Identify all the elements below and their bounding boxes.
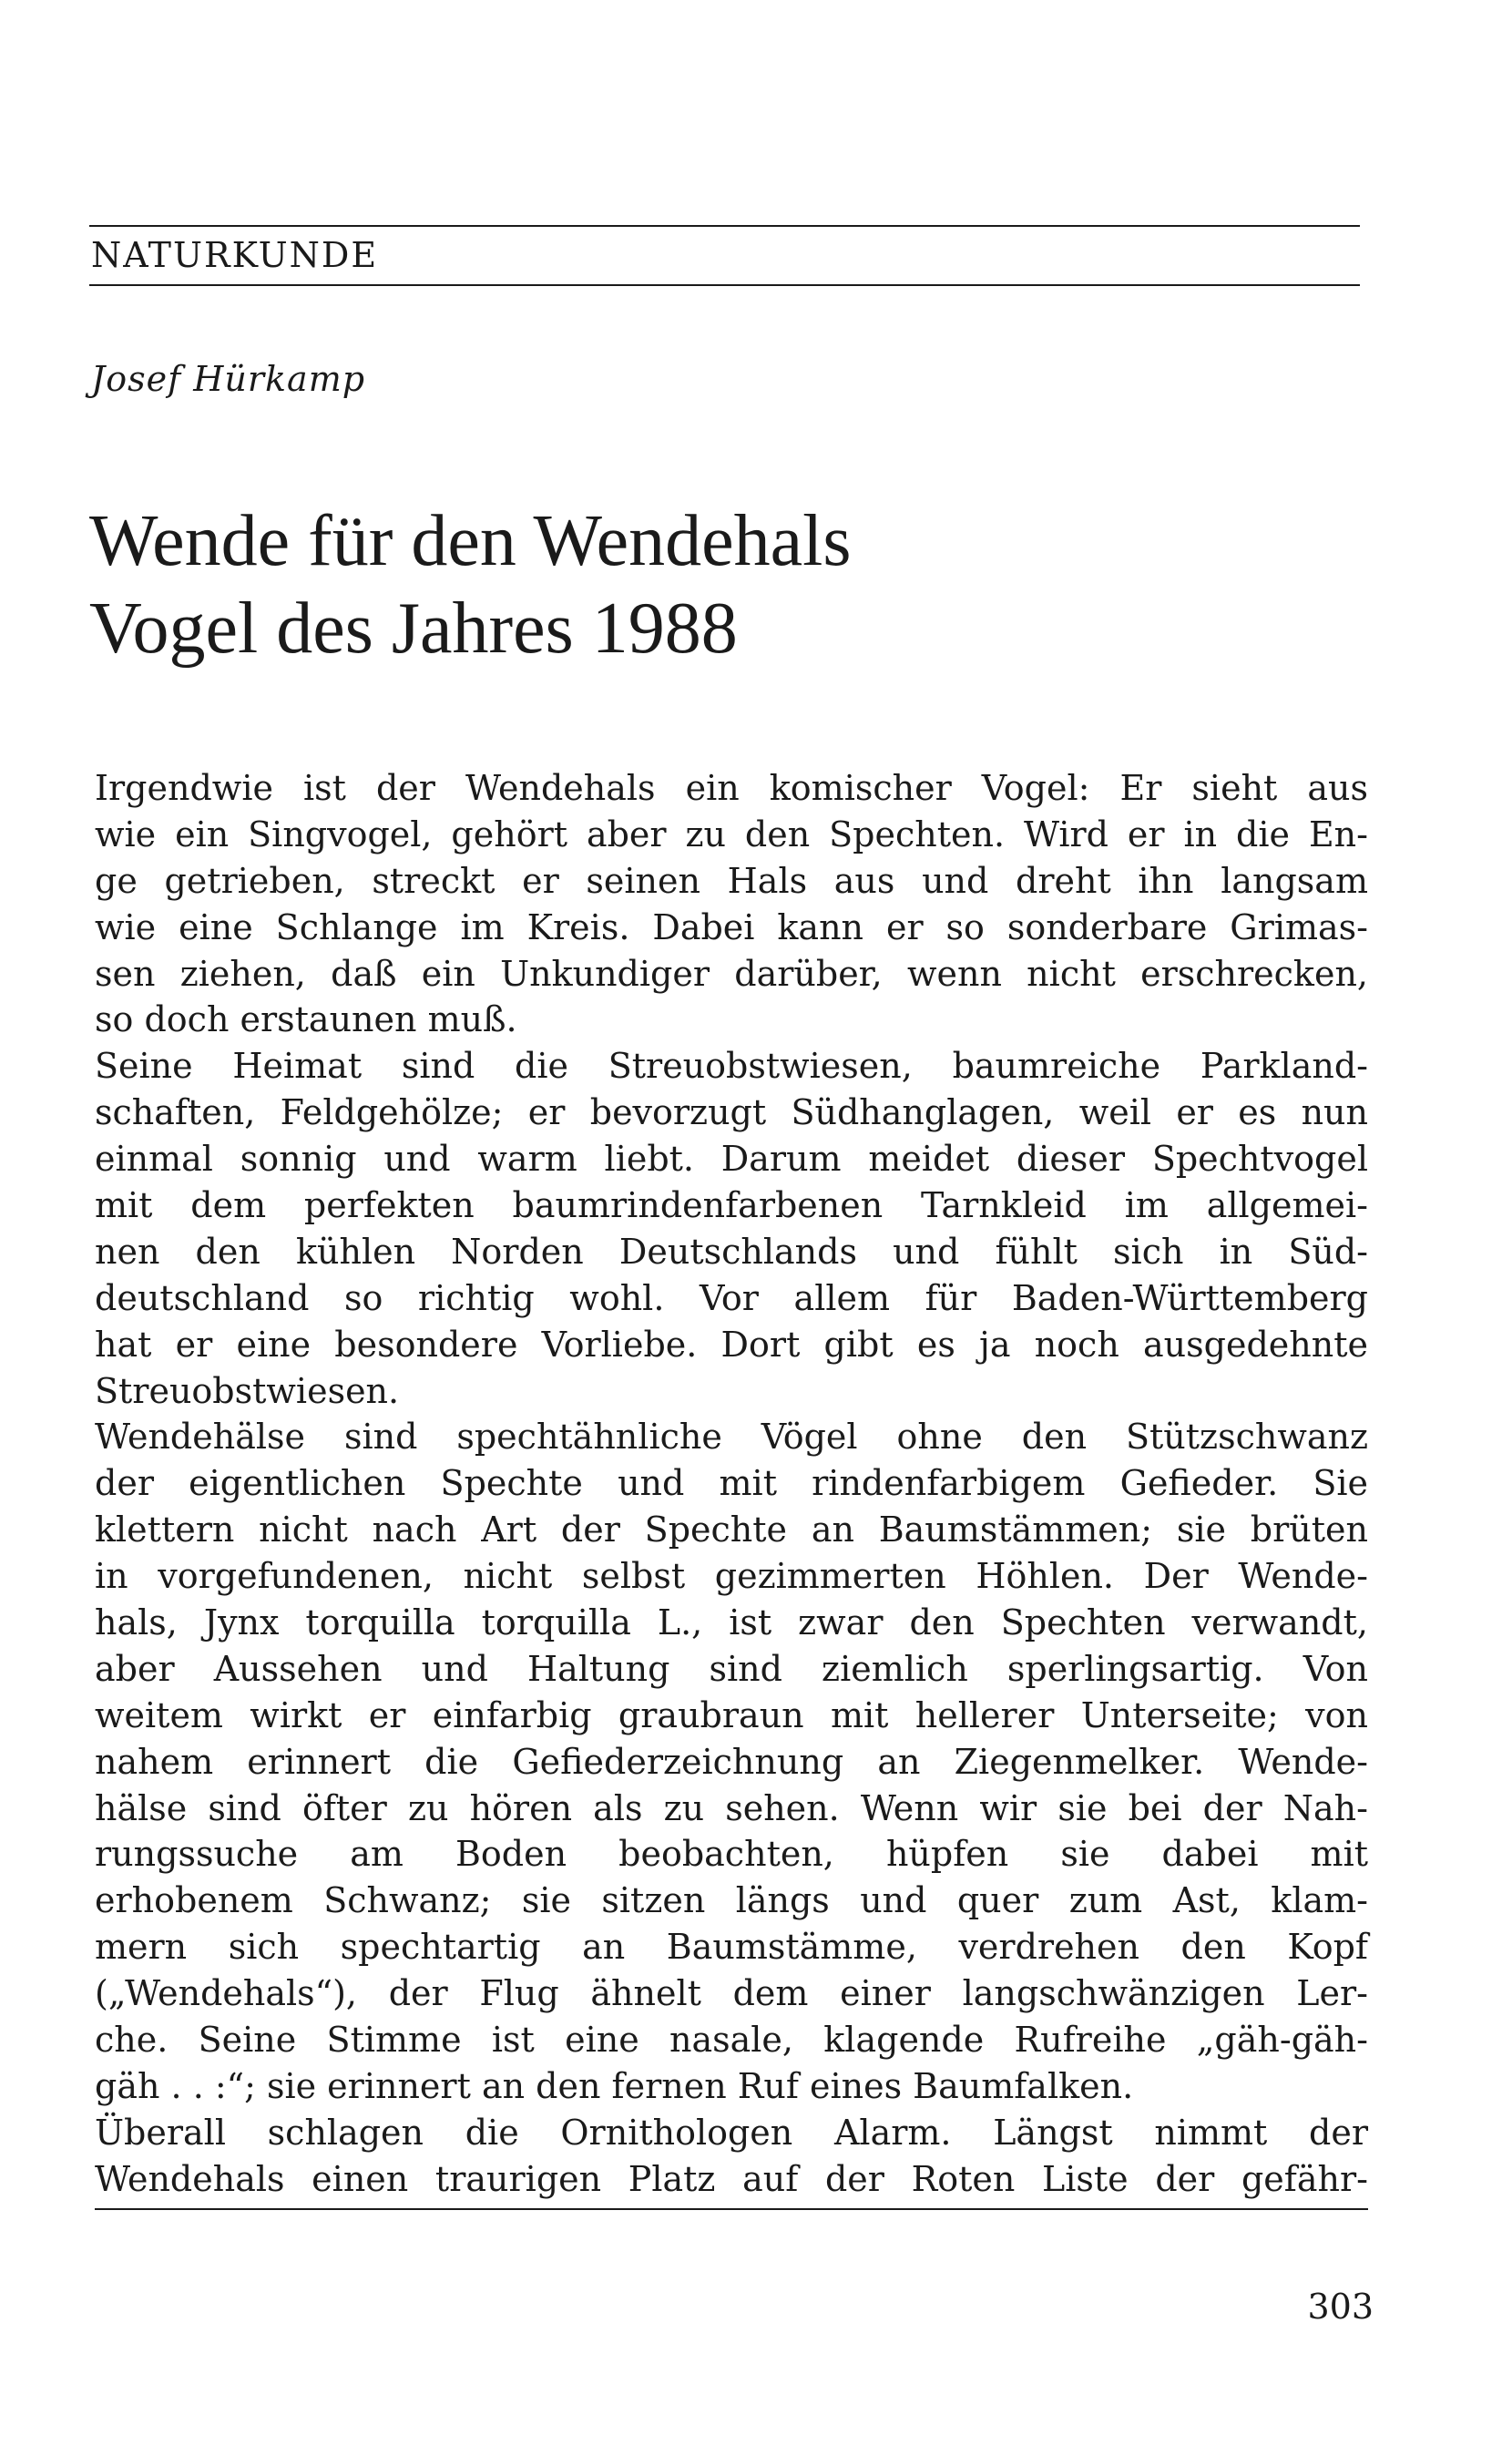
text-line: nen den kühlen Norden Deutschlands und fühlt sich in Süd-	[95, 1231, 1368, 1272]
text-line: Wendehals einen traurigen Platz auf der Roten Liste der gefähr-	[95, 2158, 1368, 2199]
text-line: Streuobstwiesen.	[95, 1370, 400, 1411]
paragraph	[95, 765, 1368, 1043]
header-rule-bottom	[89, 284, 1360, 286]
text-line: Wendehälse sind spechtähnliche Vögel ohne den Stützschwanz	[95, 1417, 1368, 1458]
paragraph	[95, 1414, 1368, 2109]
text-line: gäh . . :“; sie erinnert an den fernen Ruf eines Baumfalken.	[95, 2065, 1134, 2106]
article-title: Wende für den Wendehals	[89, 501, 852, 581]
text-line: hälse sind öfter zu hören als zu sehen. Wenn wir sie bei der Nah-	[95, 1787, 1368, 1828]
paragraph	[95, 1043, 1368, 1414]
text-line: der eigentlichen Spechte und mit rindenfarbigem Gefieder. Sie	[95, 1463, 1368, 1504]
text-line: Überall schlagen die Ornithologen Alarm. Längst nimmt der	[95, 2112, 1368, 2153]
text-line: wie eine Schlange im Kreis. Dabei kann er so sonderbare Grimas-	[95, 906, 1368, 947]
text-line: Irgendwie ist der Wendehals ein komischer Vogel: Er sieht aus	[95, 768, 1368, 808]
author-name: Josef Hürkamp	[91, 359, 366, 399]
text-line: nahem erinnert die Gefiederzeichnung an Ziegenmelker. Wende-	[95, 1741, 1368, 1782]
footer-rule	[95, 2208, 1368, 2210]
section-heading: NATURKUNDE	[91, 235, 379, 275]
text-line: schaften, Feldgehölze; er bevorzugt Südhanglagen, weil er es nun	[95, 1092, 1368, 1133]
page-number: 303	[1307, 2287, 1374, 2327]
text-line: („Wendehals“), der Flug ähnelt dem einer langschwänzigen Ler-	[95, 1973, 1368, 2014]
text-line: rungssuche am Boden beobachten, hüpfen sie dabei mit	[95, 1834, 1368, 1875]
text-line: wie ein Singvogel, gehört aber zu den Spechten. Wird er in die En-	[95, 814, 1368, 854]
paragraph	[95, 2110, 1368, 2203]
text-line: mern sich spechtartig an Baumstämme, verdrehen den Kopf	[95, 1927, 1368, 1968]
header-rule-top	[89, 225, 1360, 227]
text-line: erhobenem Schwanz; sie sitzen längs und quer zum Ast, klam-	[95, 1880, 1368, 1921]
text-line: weitem wirkt er einfarbig graubraun mit hellerer Unterseite; von	[95, 1694, 1368, 1735]
text-line: ge getrieben, streckt er seinen Hals aus und dreht ihn langsam	[95, 860, 1368, 901]
article-subtitle: Vogel des Jahres 1988	[89, 588, 738, 669]
text-line: Seine Heimat sind die Streuobstwiesen, baumreiche Parkland-	[95, 1046, 1368, 1087]
text-line: so doch erstaunen muß.	[95, 999, 517, 1040]
text-line: deutschland so richtig wohl. Vor allem für Baden-Württemberg	[95, 1277, 1368, 1318]
text-line: in vorgefundenen, nicht selbst gezimmerten Höhlen. Der Wende-	[95, 1556, 1368, 1597]
text-line: hals, Jynx torquilla torquilla L., ist zwar den Spechten verwandt,	[95, 1602, 1368, 1643]
text-line: hat er eine besondere Vorliebe. Dort gibt es ja noch ausgedehnte	[95, 1324, 1368, 1365]
text-line: mit dem perfekten baumrindenfarbenen Tarnkleid im allgemei-	[95, 1185, 1368, 1226]
article-body	[95, 765, 1368, 2203]
text-line: klettern nicht nach Art der Spechte an Baumstämmen; sie brüten	[95, 1509, 1368, 1550]
text-line: che. Seine Stimme ist eine nasale, klagende Rufreihe „gäh-gäh-	[95, 2020, 1368, 2061]
text-line: einmal sonnig und warm liebt. Darum meidet dieser Spechtvogel	[95, 1139, 1368, 1180]
text-line: sen ziehen, daß ein Unkundiger darüber, wenn nicht erschrecken,	[95, 953, 1368, 994]
text-line: aber Aussehen und Haltung sind ziemlich sperlingsartig. Von	[95, 1648, 1368, 1689]
